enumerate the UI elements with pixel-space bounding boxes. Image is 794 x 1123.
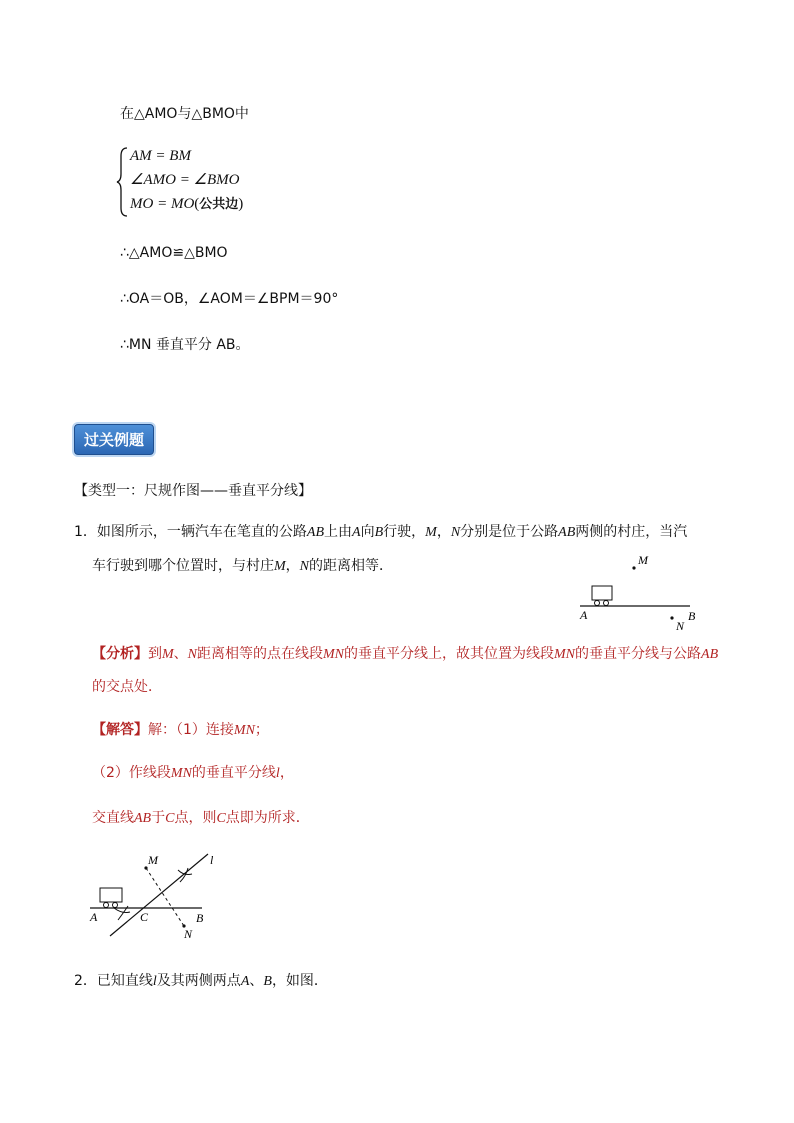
equation-3-note: 公共边 <box>199 197 239 212</box>
conclusion-equal: ∴OA＝OB，∠AOM＝∠BPM＝90° <box>120 291 339 307</box>
point-n <box>670 616 673 619</box>
bisector-l <box>110 854 208 936</box>
answer-line-1: 【解答】解：（1）连接MN； <box>92 722 269 738</box>
analysis-line-1: 【分析】到M、N距离相等的点在线段MN的垂直平分线上，故其位置为线段MN的垂直平分线与公路AB <box>92 646 719 662</box>
label-a: A <box>90 910 98 924</box>
answer-line-2: （2）作线段MN的垂直平分线l， <box>92 765 294 781</box>
problem-2-line: 2．已知直线l及其两侧两点A、B，如图． <box>74 973 328 989</box>
label-b: B <box>688 609 696 623</box>
label-l: l <box>210 853 214 867</box>
car-wheel <box>604 601 609 606</box>
label-n: N <box>676 619 685 633</box>
equation-3: MO = MO(公共边) <box>130 196 244 212</box>
label-m: M <box>148 853 158 867</box>
arc-mark-upper <box>178 868 192 882</box>
conclusion-bisector: ∴MN 垂直平分 AB。 <box>120 337 250 353</box>
equation-1: AM = BM <box>130 148 191 164</box>
point-m <box>632 566 635 569</box>
analysis-line-2: 的交点处． <box>92 679 162 695</box>
car-wheel <box>104 903 109 908</box>
section-tag: 过关例题 <box>74 424 154 455</box>
equation-3-math: MO = MO <box>130 196 195 212</box>
label-b: B <box>196 911 204 925</box>
car-wheel <box>113 903 118 908</box>
label-a: A <box>580 608 588 622</box>
label-n: N <box>184 927 193 941</box>
label-m: M <box>638 553 648 567</box>
car-body <box>592 586 612 600</box>
label-c: C <box>140 910 149 924</box>
figure-road-villages <box>570 548 710 638</box>
conclusion-congruent: ∴△AMO≌△BMO <box>120 245 228 261</box>
car-wheel <box>595 601 600 606</box>
figure-construction <box>84 846 224 946</box>
segment-mn <box>146 868 184 926</box>
problem-1-line-1: 1．如图所示，一辆汽车在笔直的公路AB上由A向B行驶，M，N分别是位于公路AB两侧的村庄，当汽 <box>74 524 688 540</box>
proof-intro: 在△AMO与△BMO中 <box>120 106 249 122</box>
type-heading: 【类型一：尺规作图——垂直平分线】 <box>74 483 312 499</box>
left-brace <box>116 146 130 218</box>
problem-1-line-2: 车行驶到哪个位置时，与村庄M，N的距离相等． <box>92 558 394 574</box>
car-body <box>100 888 122 902</box>
answer-line-3: 交直线AB于C点，则C点即为所求． <box>92 810 310 826</box>
equation-2: ∠AMO = ∠BMO <box>130 172 240 188</box>
